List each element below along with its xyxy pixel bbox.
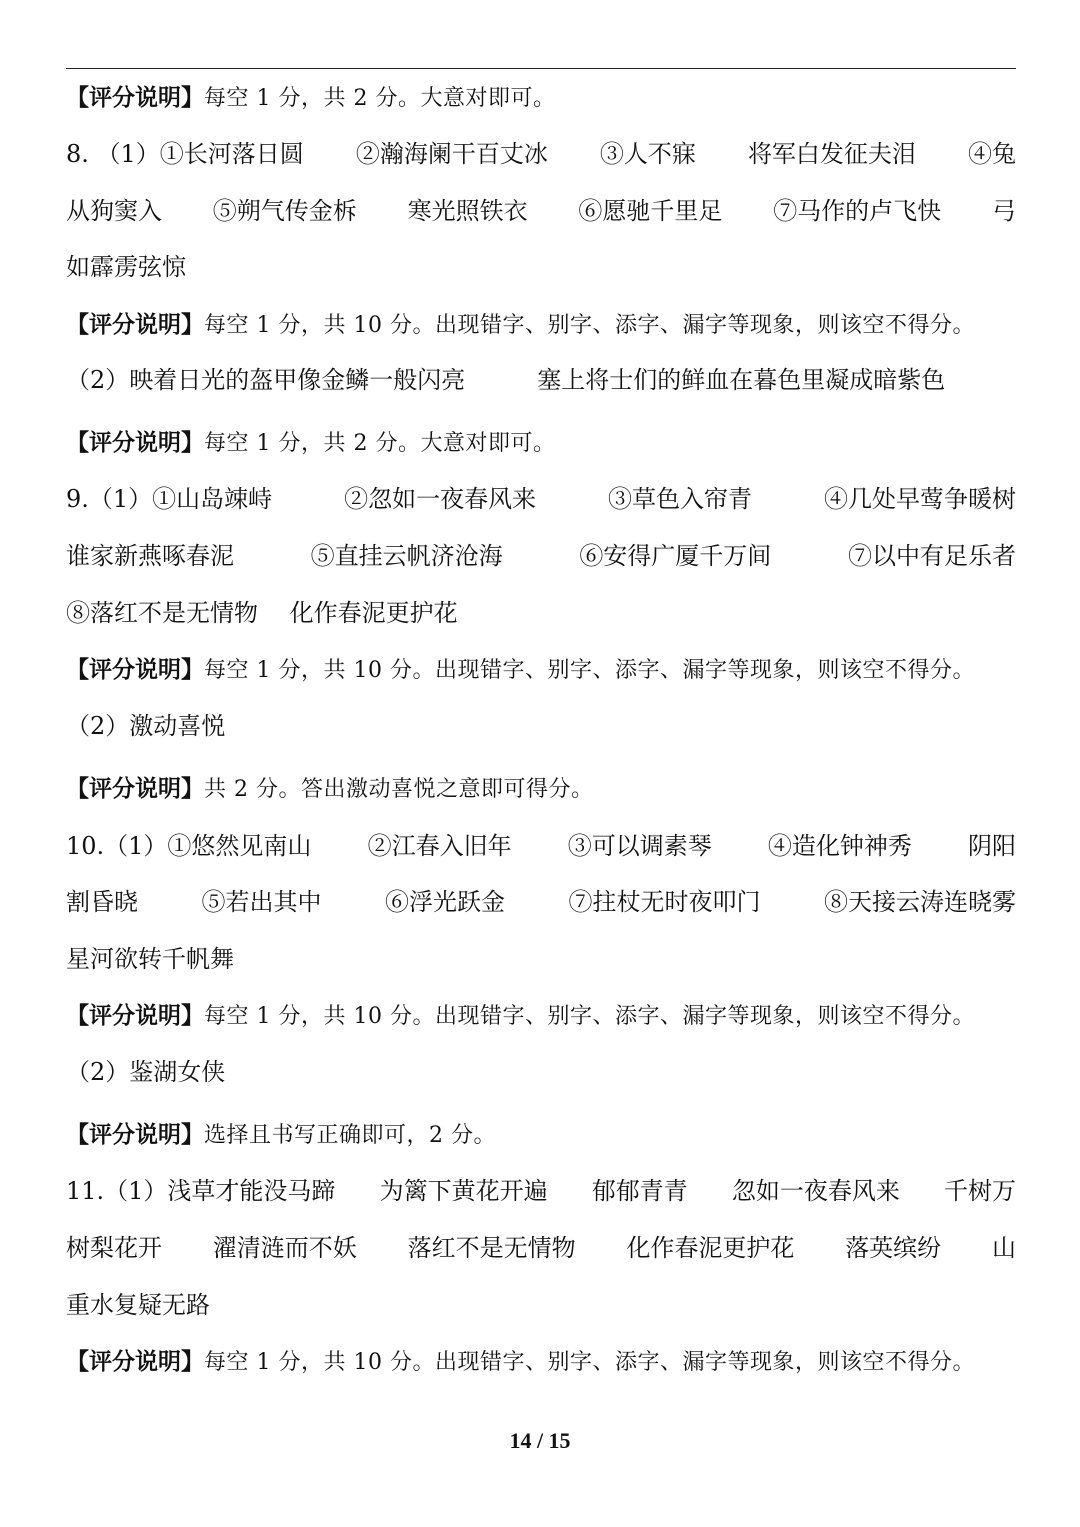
answer-item: ⑤朔气传金柝: [212, 197, 357, 225]
header-rule: [66, 68, 1016, 69]
answer-line: [66, 136, 1016, 172]
scoring-note-text: 每空 1 分，共 10 分。出现错字、别字、添字、漏字等现象，则该空不得分。: [204, 658, 975, 683]
answer-item: ③人不寐: [599, 140, 696, 168]
answer-line: [66, 1173, 1016, 1209]
answer-item: 千树万: [944, 1177, 1016, 1205]
scoring-note-label: 【评分说明】: [66, 776, 204, 802]
scoring-note-label: 【评分说明】: [66, 85, 204, 111]
answer-line: （2）映着日光的盔甲像金鳞一般闪亮 塞上将士们的鲜血在暮色里凝成暗紫色: [66, 366, 946, 394]
answer-line: （2）激动喜悦: [66, 712, 226, 740]
answer-line: [66, 884, 1016, 920]
scoring-note-label: 【评分说明】: [66, 1349, 204, 1375]
scoring-note-text: 每空 1 分，共 10 分。出现错字、别字、添字、漏字等现象，则该空不得分。: [204, 313, 975, 338]
answer-item: 忽如一夜春风来: [731, 1177, 900, 1205]
answer-line: 星河欲转千帆舞: [66, 945, 234, 973]
answer-line: 如霹雳弦惊: [66, 253, 186, 281]
answer-item: ⑤若出其中: [201, 888, 322, 916]
answer-item: 化作春泥更护花: [626, 1234, 795, 1262]
scoring-note-text: 每空 1 分，共 10 分。出现错字、别字、添字、漏字等现象，则该空不得分。: [204, 1350, 975, 1375]
answer-item: 11.（1）浅草才能没马蹄: [66, 1177, 336, 1205]
answer-item: 10.（1）①悠然见南山: [66, 832, 312, 860]
answer-item: ⑥浮光跃金: [385, 888, 505, 916]
answer-line: （2）鉴湖女侠: [66, 1058, 226, 1086]
page-number: 14 / 15: [509, 1428, 571, 1453]
answer-item: ④几处早莺争暖树: [823, 485, 1016, 513]
answer-item: ⑦拄杖无时夜叩门: [568, 888, 761, 916]
answer-item: 从狗窦入: [66, 197, 162, 225]
answer-line: [66, 828, 1016, 864]
answer-item: ⑦以中有足乐者: [847, 542, 1016, 570]
answer-line: [66, 193, 1016, 229]
answer-item: ③可以调素琴: [567, 832, 712, 860]
scoring-note: [66, 771, 1016, 807]
answer-item: ⑧天接云涛连晓雾: [824, 888, 1016, 916]
answer-line: ⑧落红不是无情物 化作春泥更护花: [66, 599, 458, 627]
answer-line: [66, 481, 1016, 517]
answer-item: 为篱下黄花开遍: [379, 1177, 548, 1205]
scoring-note-text: 共 2 分。答出激动喜悦之意即可得分。: [204, 777, 594, 802]
answer-line: [66, 538, 1016, 574]
answer-item: 将军白发征夫泪: [747, 140, 916, 168]
answer-item: 9.（1）①山岛竦峙: [66, 485, 273, 513]
answer-item: 落红不是无情物: [407, 1234, 576, 1262]
scoring-note-label: 【评分说明】: [66, 1003, 204, 1029]
scoring-note: [66, 80, 1016, 116]
answer-item: ④兔: [967, 140, 1016, 168]
answer-item: ②瀚海阑干百丈冰: [355, 140, 548, 168]
answer-item: 郁郁青青: [591, 1177, 688, 1205]
answer-item: ②江春入旧年: [367, 832, 512, 860]
answer-item: 8. （1）①长河落日圆: [66, 140, 304, 168]
answer-item: 濯清涟而不妖: [212, 1234, 357, 1262]
answer-item: ⑤直挂云帆济沧海: [310, 542, 503, 570]
answer-item: ②忽如一夜春风来: [344, 485, 537, 513]
scoring-note: [66, 652, 1016, 688]
answer-item: ④造化钟神秀: [767, 832, 912, 860]
answer-line: [66, 1230, 1016, 1266]
scoring-note-label: 【评分说明】: [66, 312, 204, 338]
answer-item: ⑥安得广厦千万间: [579, 542, 772, 570]
answer-item: 割昏晓: [66, 888, 138, 916]
scoring-note-text: 每空 1 分，共 2 分。大意对即可。: [204, 86, 556, 111]
scoring-note: [66, 425, 1016, 461]
answer-item: 阴阳: [968, 832, 1016, 860]
answer-item: ⑥愿驰千里足: [578, 197, 723, 225]
scoring-note-text: 选择且书写正确即可，2 分。: [204, 1123, 496, 1148]
answer-item: 山: [991, 1234, 1016, 1262]
scoring-note-label: 【评分说明】: [66, 1122, 204, 1148]
answer-line: 重水复疑无路: [66, 1291, 210, 1319]
answer-item: 寒光照铁衣: [407, 197, 528, 225]
scoring-note: [66, 307, 1016, 343]
answer-item: 谁家新燕啄春泥: [66, 542, 234, 570]
scoring-note: [66, 998, 1016, 1034]
answer-item: ⑦马作的卢飞快: [773, 197, 942, 225]
scoring-note-text: 每空 1 分，共 10 分。出现错字、别字、添字、漏字等现象，则该空不得分。: [204, 1004, 975, 1029]
answer-item: 弓: [991, 197, 1016, 225]
scoring-note: [66, 1344, 1016, 1380]
scoring-note-text: 每空 1 分，共 2 分。大意对即可。: [204, 431, 556, 456]
answer-item: ③草色入帘青: [608, 485, 753, 513]
scoring-note-label: 【评分说明】: [66, 657, 204, 683]
answer-item: 树梨花开: [66, 1234, 162, 1262]
answer-item: 落英缤纷: [845, 1234, 942, 1262]
scoring-note-label: 【评分说明】: [66, 430, 204, 456]
scoring-note: [66, 1117, 1016, 1153]
